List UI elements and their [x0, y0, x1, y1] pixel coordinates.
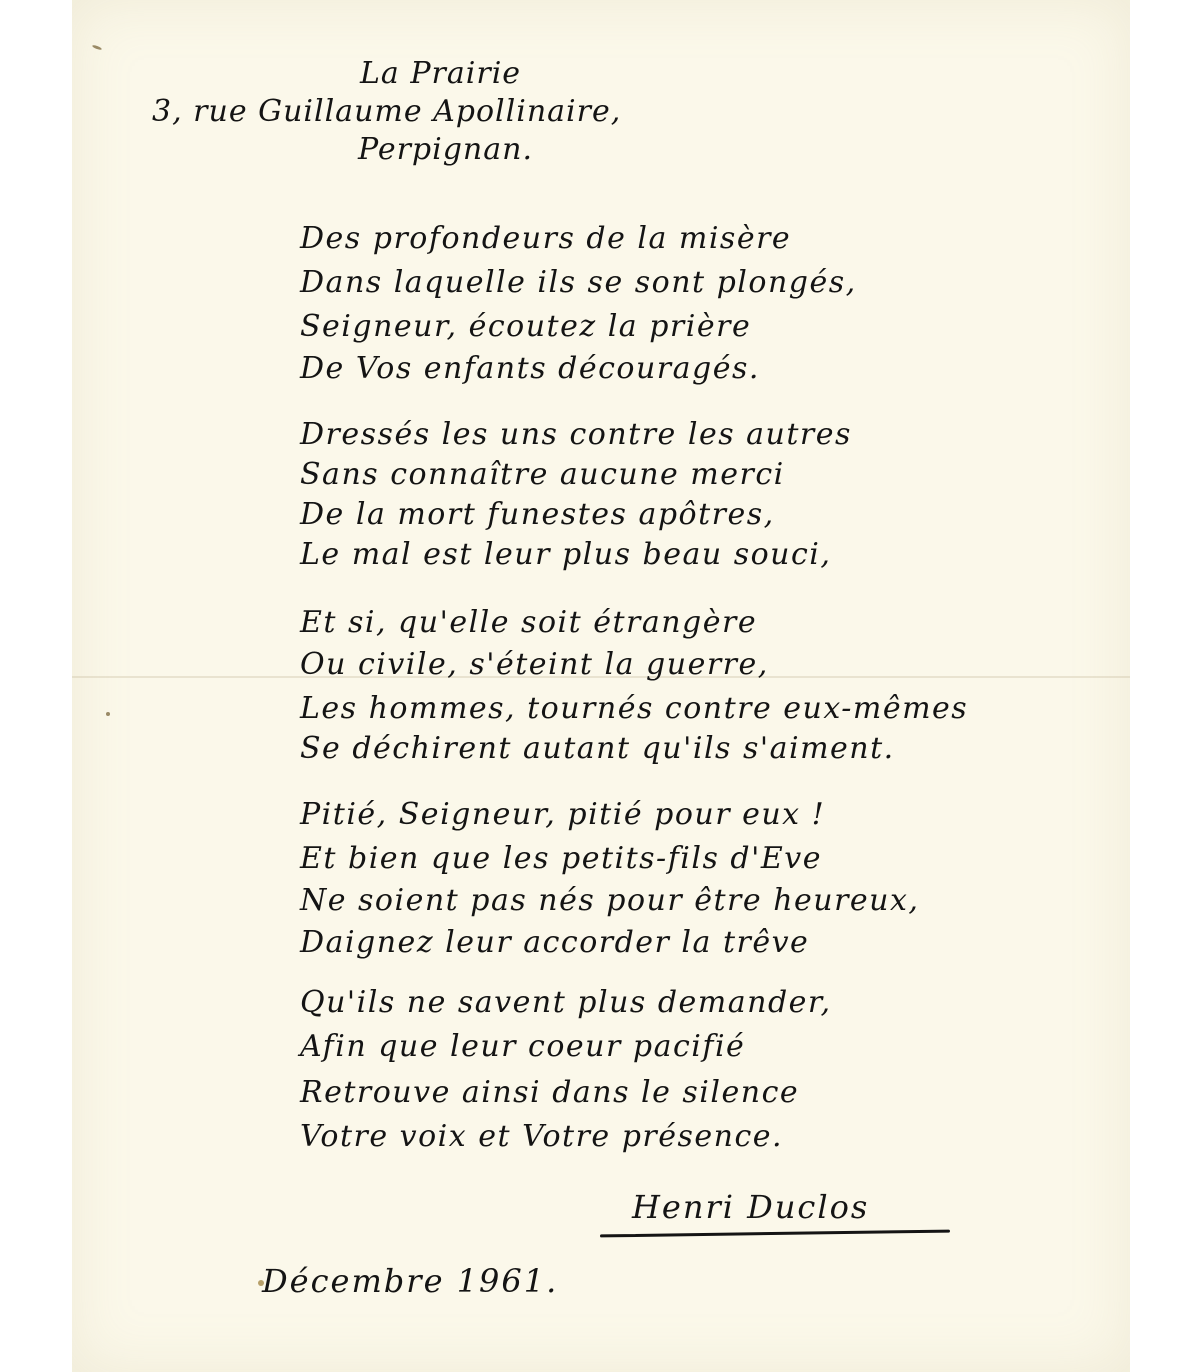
address-line-2: 3, rue Guillaume Apollinaire,: [152, 94, 622, 129]
poem-line: Qu'ils ne savent plus demander,: [300, 985, 832, 1020]
poem-line: Dans laquelle ils se sont plongés,: [300, 265, 857, 300]
poem-line: De la mort funestes apôtres,: [300, 497, 775, 532]
paper-speck: [106, 712, 110, 716]
poem-line: Dressés les uns contre les autres: [300, 417, 852, 452]
poem-line: Se déchirent autant qu'ils s'aiment.: [300, 731, 895, 766]
poem-line: Et si, qu'elle soit étrangère: [300, 605, 758, 640]
poem-line: Ne soient pas nés pour être heureux,: [300, 883, 920, 918]
poem-line: Sans connaître aucune merci: [300, 457, 785, 492]
poem-line: Et bien que les petits-fils d'Eve: [300, 841, 822, 876]
address-line-3: Perpignan.: [358, 132, 533, 167]
poem-line: Les hommes, tournés contre eux-mêmes: [300, 691, 969, 726]
poem-line: Ou civile, s'éteint la guerre,: [300, 647, 769, 682]
poem-line: De Vos enfants découragés.: [300, 351, 760, 386]
poem-line: Retrouve ainsi dans le silence: [300, 1075, 800, 1110]
letter-sheet: [72, 0, 1130, 1372]
poem-line: Le mal est leur plus beau souci,: [300, 537, 832, 572]
poem-line: Pitié, Seigneur, pitié pour eux !: [300, 797, 826, 832]
letter-date: Décembre 1961.: [262, 1262, 559, 1300]
paper-speck: [92, 44, 102, 50]
signature-underline: [600, 1230, 950, 1238]
address-line-1: La Prairie: [360, 56, 522, 91]
poem-line: Des profondeurs de la misère: [300, 221, 792, 256]
poem-line: Daignez leur accorder la trêve: [300, 925, 810, 960]
poem-line: Afin que leur coeur pacifié: [300, 1029, 746, 1064]
poem-line: Seigneur, écoutez la prière: [300, 309, 752, 344]
signature: Henri Duclos: [632, 1188, 870, 1226]
poem-line: Votre voix et Votre présence.: [300, 1119, 784, 1154]
